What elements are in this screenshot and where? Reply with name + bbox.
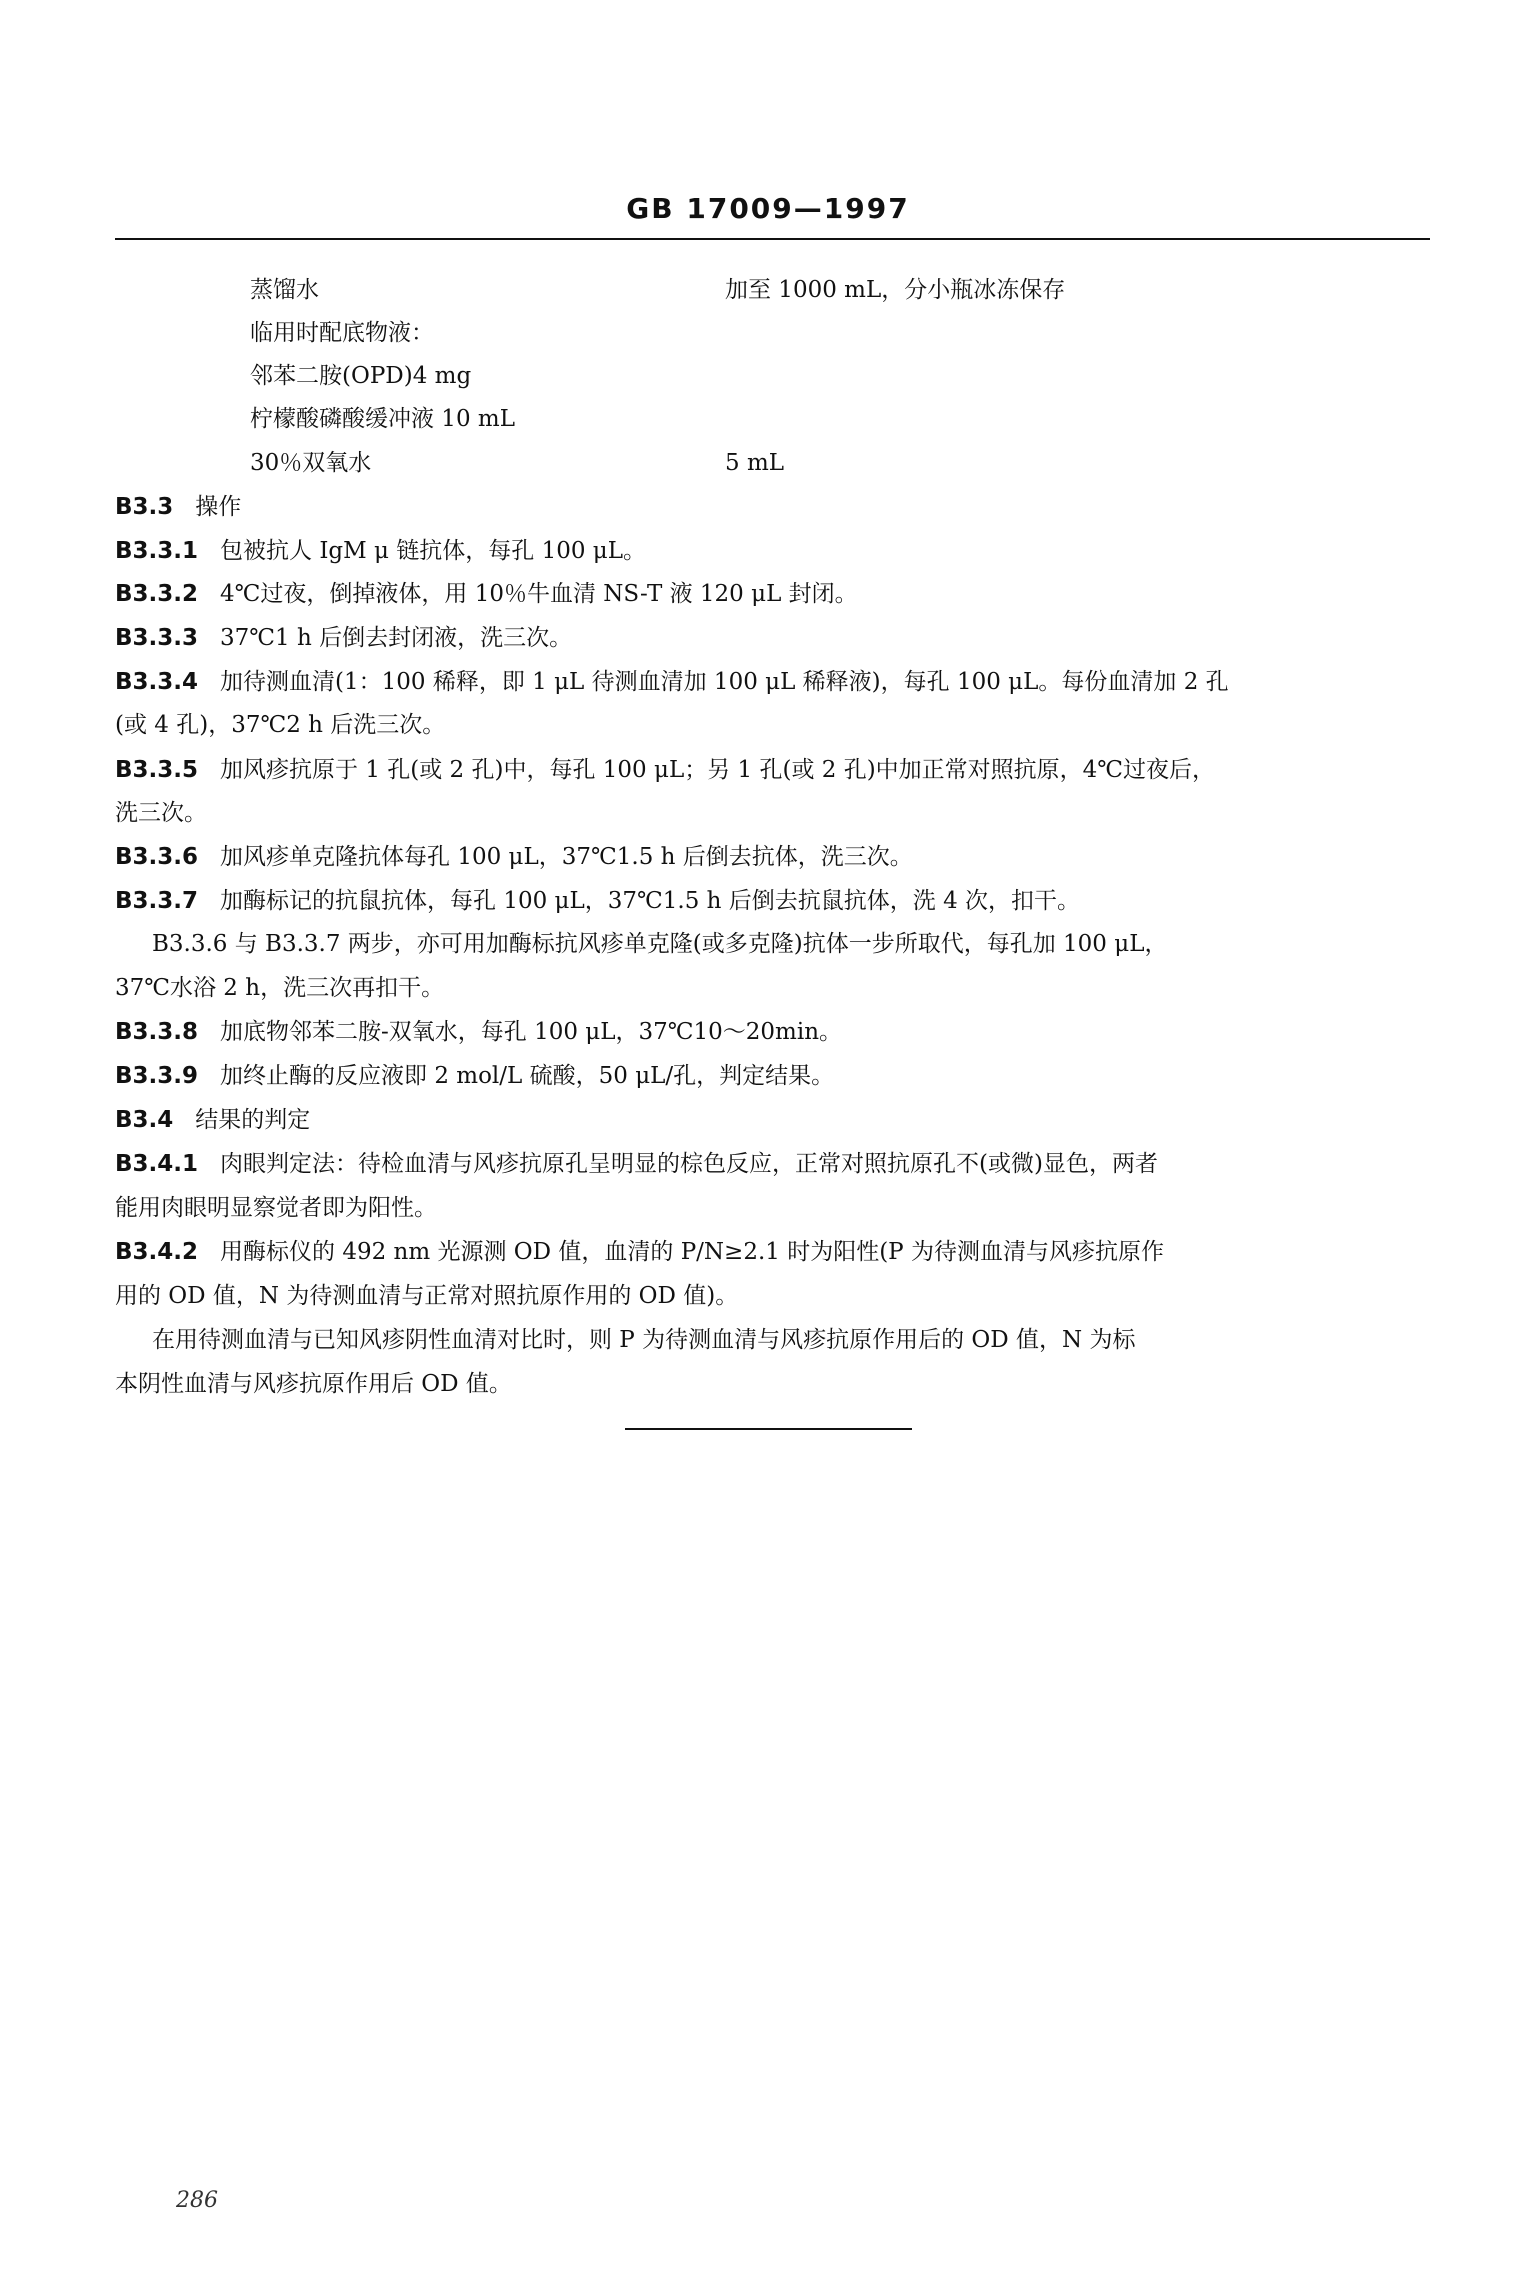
clause [115,667,1229,697]
clause-text: 加终止酶的反应液即 2 mol/L 硫酸，50 μL/孔，判定结果。 [220,1063,835,1089]
reagent-name: 30％双氧水 [250,450,372,476]
clause-text: 加风疹抗原于 1 孔(或 2 孔)中，每孔 100 μL；另 1 孔(或 2 孔)中加正常对照抗原，4℃过夜后， [220,757,1216,783]
clause-number: B3.4.1 [115,1151,199,1177]
section-heading [115,492,241,522]
clause-number: B3.3 [115,494,174,520]
clause-number: B3.3.4 [115,669,199,695]
clause-continuation: 洗三次。 [115,800,207,826]
reagent-amount: 5 mL [725,450,785,476]
clause [115,886,1080,916]
reagent-name: 柠檬酸磷酸缓冲液 10 mL [250,406,515,432]
clause [115,1149,1158,1179]
reagent-name: 临用时配底物液： [250,320,434,346]
paragraph: B3.3.6 与 B3.3.7 两步，亦可用加酶标抗风疹单克隆(或多克隆)抗体一步所取代，每孔加 100 μL， [152,931,1168,957]
end-of-standard-rule [625,1428,912,1430]
clause-number: B3.3.3 [115,625,199,651]
clause-number: B3.3.7 [115,888,199,914]
clause-number: B3.3.5 [115,757,199,783]
section-heading [115,1105,310,1135]
clause-continuation: 能用肉眼明显察觉者即为阳性。 [115,1195,437,1221]
clause-continuation: (或 4 孔)，37℃2 h 后洗三次。 [115,712,446,738]
clause-text: 加风疹单克隆抗体每孔 100 μL，37℃1.5 h 后倒去抗体，洗三次。 [220,844,913,870]
clause-number: B3.4.2 [115,1239,199,1265]
clause [115,1237,1164,1267]
reagent-amount: 加至 1000 mL，分小瓶冰冻保存 [725,277,1066,303]
clause-text: 肉眼判定法：待检血清与风疹抗原孔呈明显的棕色反应，正常对照抗原孔不(或微)显色，两者 [220,1151,1158,1177]
paragraph-continuation: 本阴性血清与风疹抗原作用后 OD 值。 [115,1371,512,1397]
clause [115,623,572,653]
clause-number: B3.3.2 [115,581,199,607]
clause-text: 加底物邻苯二胺-双氧水，每孔 100 μL，37℃10～20min。 [220,1019,843,1045]
clause-number: B3.3.9 [115,1063,199,1089]
clause [115,579,858,609]
header-rule [115,238,1430,240]
clause-text: 用酶标仪的 492 nm 光源测 OD 值，血清的 P/N≥2.1 时为阳性(P 为待测血清与风疹抗原作 [220,1239,1164,1265]
clause-text: 4℃过夜，倒掉液体，用 10％牛血清 NS-T 液 120 μL 封闭。 [220,581,858,607]
clause-text: 加待测血清(1：100 稀释，即 1 μL 待测血清加 100 μL 稀释液)，每孔 100 μL。每份血清加 2 孔 [220,669,1229,695]
page-number: 286 [176,2188,218,2213]
clause-text: 结果的判定 [195,1107,311,1133]
paragraph: 在用待测血清与已知风疹阴性血清对比时，则 P 为待测血清与风疹抗原作用后的 OD 值，N 为标 [152,1327,1136,1353]
clause [115,536,646,566]
clause-number: B3.3.6 [115,844,199,870]
clause-text: 包被抗人 IgM μ 链抗体，每孔 100 μL。 [220,538,646,564]
reagent-name: 邻苯二胺(OPD)4 mg [250,363,472,389]
clause [115,1017,842,1047]
clause [115,755,1215,785]
clause-number: B3.3.1 [115,538,199,564]
clause-text: 37℃1 h 后倒去封闭液，洗三次。 [220,625,573,651]
clause-text: 操作 [195,494,242,520]
clause-number: B3.4 [115,1107,174,1133]
clause-continuation: 用的 OD 值，N 为待测血清与正常对照抗原作用的 OD 值)。 [115,1283,739,1309]
clause-text: 加酶标记的抗鼠抗体，每孔 100 μL，37℃1.5 h 后倒去抗鼠抗体，洗 4 次，扣干。 [220,888,1081,914]
reagent-name: 蒸馏水 [250,277,319,303]
paragraph-continuation: 37℃水浴 2 h，洗三次再扣干。 [115,975,445,1001]
standard-code-header: GB 17009—1997 [626,192,910,225]
clause-number: B3.3.8 [115,1019,199,1045]
clause [115,842,913,872]
clause [115,1061,834,1091]
